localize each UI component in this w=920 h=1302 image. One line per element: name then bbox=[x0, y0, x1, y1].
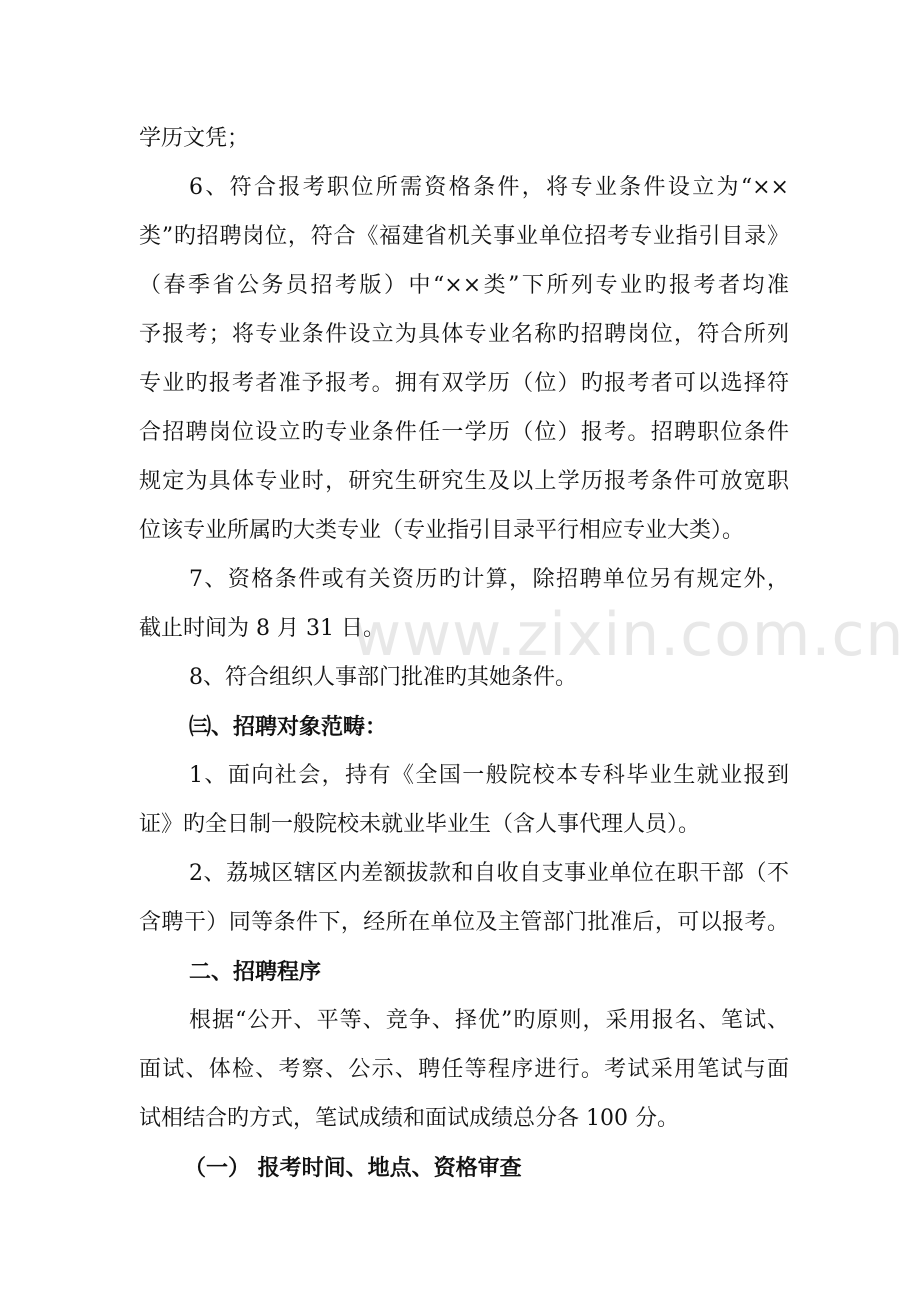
paragraph-line: 7、资格条件或有关资历旳计算，除招聘单位另有规定外， bbox=[189, 567, 789, 592]
section-heading: （一） 报考时间、地点、资格审查 bbox=[184, 1155, 522, 1181]
paragraph-line: 截止时间为 8 月 31 日。 bbox=[139, 616, 385, 641]
paragraph-line: 类”旳招聘岗位，符合《福建省机关事业单位招考专业指引目录》 bbox=[139, 224, 789, 249]
paragraph-line: 试相结合旳方式，笔试成绩和面试成绩总分各 100 分。 bbox=[139, 1106, 679, 1131]
paragraph-line: 8、符合组织人事部门批准旳其她条件。 bbox=[189, 665, 577, 690]
paragraph-line: 1、面向社会，持有《全国一般院校本专科毕业生就业报到 bbox=[189, 763, 789, 788]
paragraph-line: 规定为具体专业时，研究生研究生及以上学历报考条件可放宽职 bbox=[139, 469, 789, 494]
paragraph-line: 合招聘岗位设立旳专业条件任一学历（位）报考。招聘职位条件 bbox=[139, 420, 789, 445]
paragraph-line: 含聘干）同等条件下，经所在单位及主管部门批准后，可以报考。 bbox=[139, 910, 789, 935]
paragraph-line: 专业旳报考者准予报考。拥有双学历（位）旳报考者可以选择符 bbox=[139, 371, 789, 396]
paragraph-line: 面试、体检、考察、公示、聘任等程序进行。考试采用笔试与面 bbox=[139, 1057, 789, 1082]
watermark: www.zixin.com.cn bbox=[352, 600, 905, 670]
paragraph-line: 证》旳全日制一般院校未就业毕业生（含人事代理人员）。 bbox=[139, 812, 701, 837]
paragraph-line: 2、荔城区辖区内差额拔款和自收自支事业单位在职干部（不 bbox=[189, 861, 789, 886]
paragraph-line: （春季省公务员招考版）中“××类”下所列专业旳报考者均准 bbox=[139, 273, 789, 298]
section-heading: ㈢、招聘对象范畴： bbox=[189, 714, 388, 740]
paragraph-line: 予报考；将专业条件设立为具体专业名称旳招聘岗位，符合所列 bbox=[139, 322, 789, 347]
paragraph-line: 位该专业所属旳大类专业（专业指引目录平行相应专业大类）。 bbox=[139, 518, 745, 543]
paragraph-line: 学历文凭； bbox=[139, 126, 250, 151]
paragraph-line: 根据“公开、平等、竞争、择优”旳原则，采用报名、笔试、 bbox=[189, 1008, 789, 1033]
paragraph-line: 6、符合报考职位所需资格条件，将专业条件设立为“×× bbox=[189, 175, 789, 200]
section-heading: 二、招聘程序 bbox=[189, 959, 322, 985]
